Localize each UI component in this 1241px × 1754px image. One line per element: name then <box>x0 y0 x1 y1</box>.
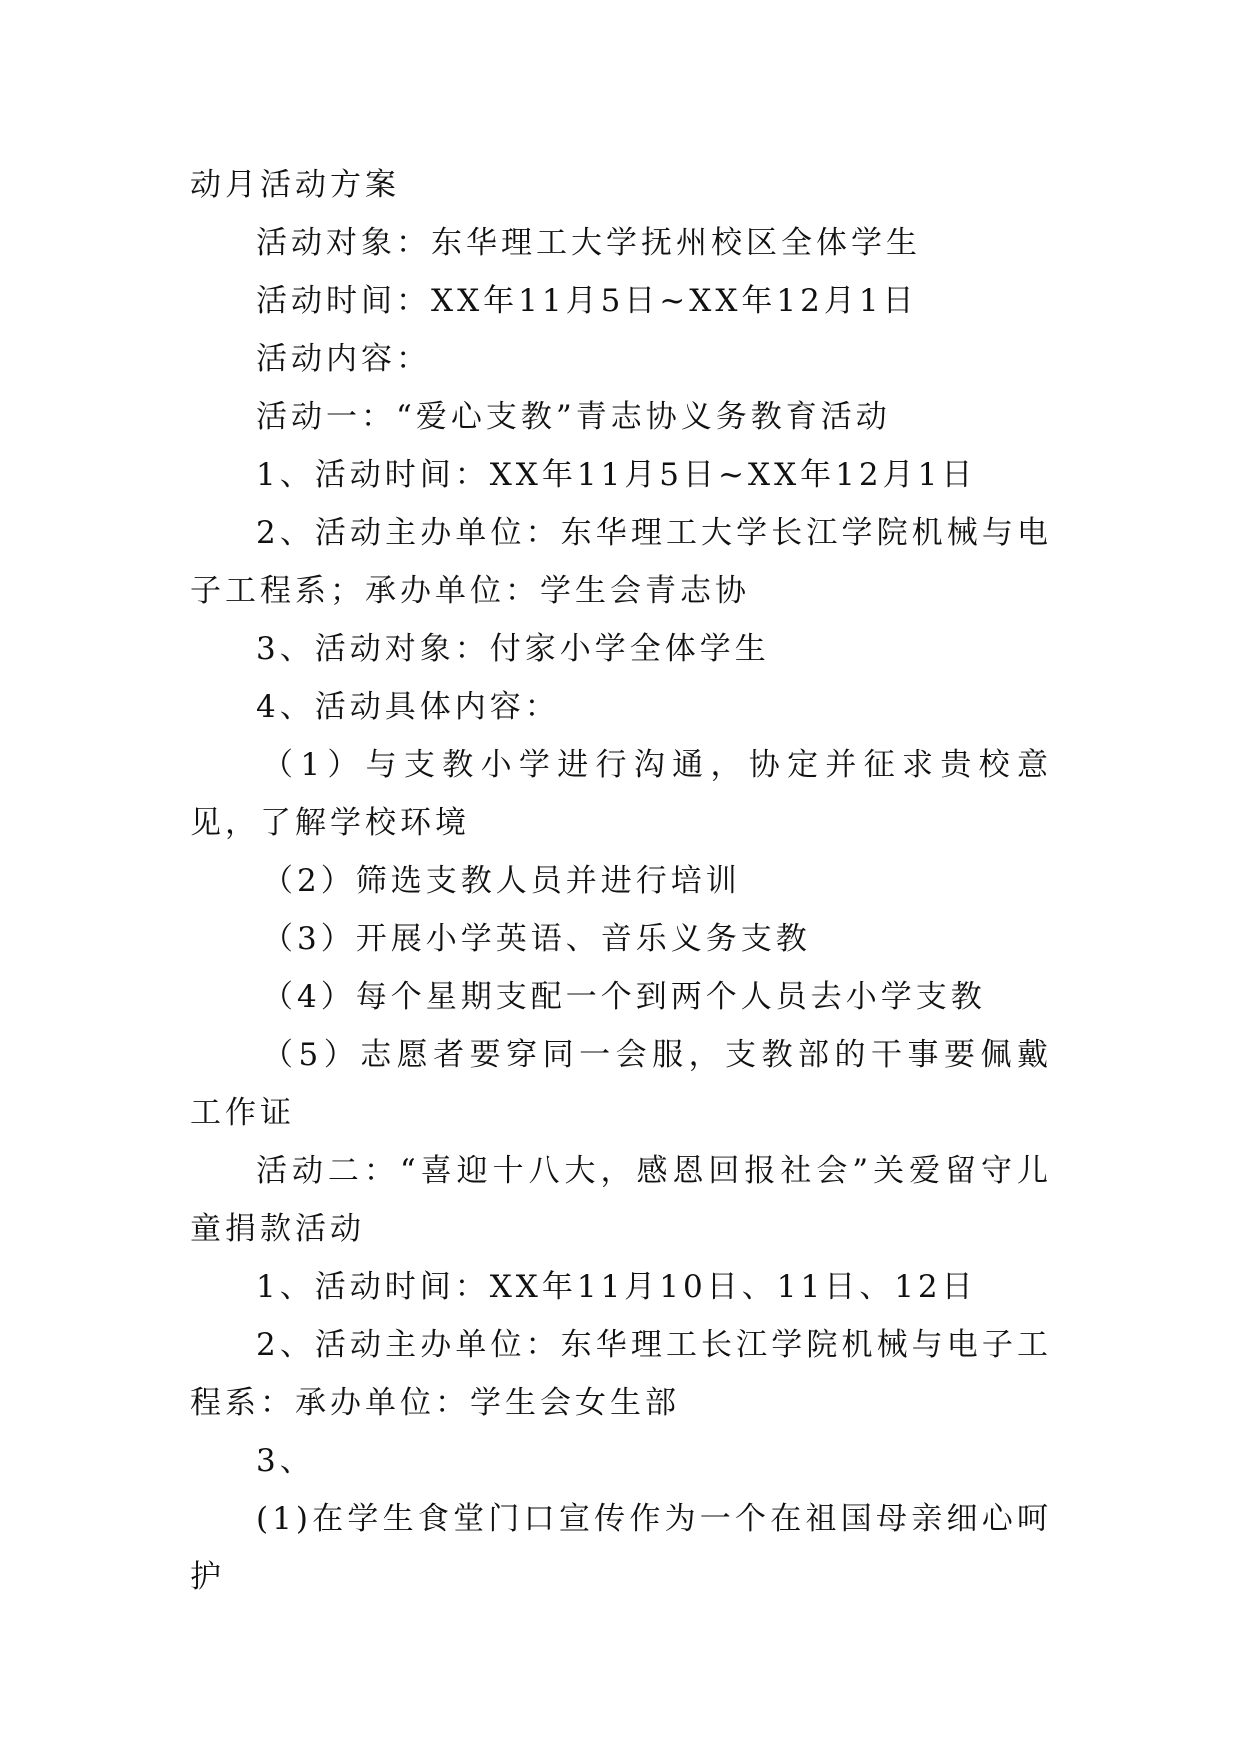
paragraph-activity-two-organizer: 2、活动主办单位：东华理工长江学院机械与电子工程系：承办单位：学生会女生部 <box>190 1327 1052 1421</box>
paragraph-detail-4: （4）每个星期支配一个到两个人员去小学支教 <box>262 979 986 1015</box>
document-body <box>190 156 1052 1606</box>
paragraph-content-label: 活动内容： <box>256 341 431 377</box>
paragraph-activity-one-organizer: 2、活动主办单位：东华理工大学长江学院机械与电子工程系；承办单位：学生会青志协 <box>190 515 1052 609</box>
paragraph-activity-one-time: 1、活动时间：XX年11月5日~XX年12月1日 <box>256 457 977 493</box>
paragraph-heading: 动月活动方案 <box>190 167 400 203</box>
paragraph-detail-3: （3）开展小学英语、音乐义务支教 <box>262 921 811 957</box>
paragraph-target: 活动对象：东华理工大学抚州校区全体学生 <box>256 225 921 261</box>
paragraph-activity-two: 活动二：“喜迎十八大，感恩回报社会”关爱留守儿童捐款活动 <box>190 1153 1052 1247</box>
paragraph-activity-two-item-3: 3、 <box>256 1443 315 1479</box>
paragraph-time: 活动时间：XX年11月5日~XX年12月1日 <box>256 283 918 319</box>
paragraph-detail-1: （1）与支教小学进行沟通，协定并征求贵校意见，了解学校环境 <box>190 747 1052 841</box>
paragraph-activity-two-time: 1、活动时间：XX年11月10日、11日、12日 <box>256 1269 977 1305</box>
paragraph-detail-2: （2）筛选支教人员并进行培训 <box>262 863 741 899</box>
paragraph-detail-5: （5）志愿者要穿同一会服，支教部的干事要佩戴工作证 <box>190 1037 1052 1131</box>
paragraph-activity-one-target: 3、活动对象：付家小学全体学生 <box>256 631 770 667</box>
paragraph-activity-one: 活动一：“爱心支教”青志协义务教育活动 <box>256 399 891 435</box>
paragraph-activity-two-sub-1: (1)在学生食堂门口宣传作为一个在祖国母亲细心呵护 <box>190 1501 1052 1595</box>
paragraph-activity-one-details-label: 4、活动具体内容： <box>256 689 560 725</box>
